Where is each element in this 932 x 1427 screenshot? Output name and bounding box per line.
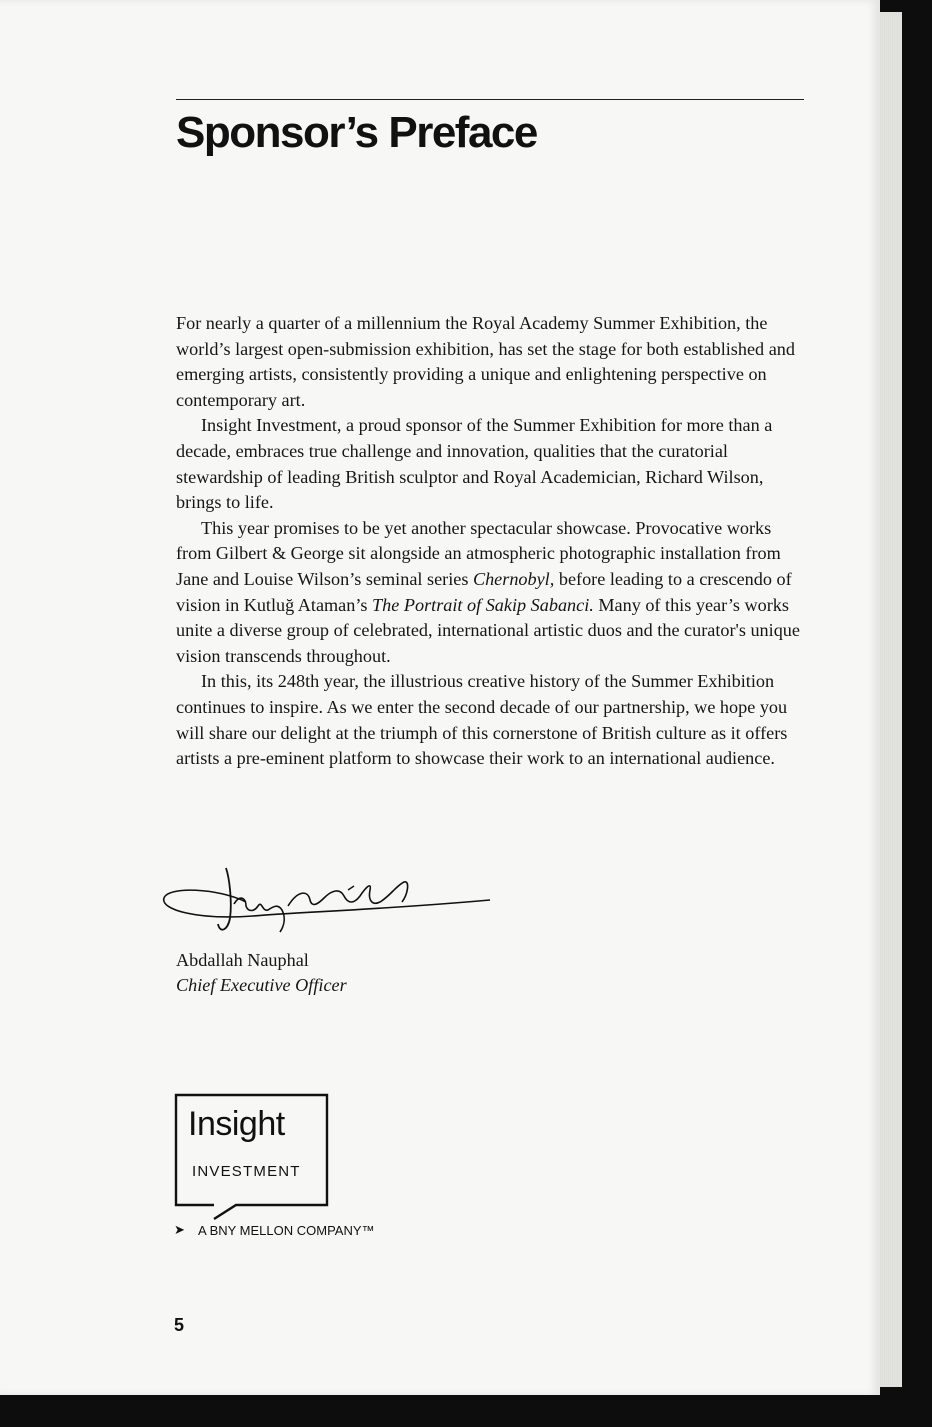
paragraph <box>176 669 808 771</box>
paragraph <box>176 516 808 670</box>
text-segment: Insight Investment, a proud sponsor of the Summer Exhibition for more than a decade, embraces true challenge and innovation, qualities that the curatorial stewardship of leading British sculptor and Royal Academician, Richard Wilson, brings to life. <box>176 415 773 513</box>
signer-title: Chief Executive Officer <box>176 975 347 995</box>
logo-tagline: A BNY MELLON COMPANY™ <box>198 1223 375 1238</box>
text-segment: This year promises to be yet another spectacular showcase. Provocative works from Gilbert & George sit alongside an atmospheric photographic installation from Jane and Louise Wilson’s seminal series <box>176 517 781 589</box>
italic-text: Chernobyl, <box>472 568 555 589</box>
header-rule <box>176 99 804 100</box>
arrow-right-icon: ➤ <box>174 1223 185 1238</box>
logo-word: Insight <box>188 1105 285 1143</box>
italic-text: The Portrait of Sakip Sabanci. <box>372 594 594 615</box>
paragraph <box>176 413 808 515</box>
logo-sub: INVESTMENT <box>192 1163 301 1180</box>
page-title: Sponsor’s Preface <box>176 108 537 157</box>
signature-icon <box>158 860 494 940</box>
text-segment: before leading to a crescendo of vision in Kutluğ Ataman’s <box>176 568 792 615</box>
body-text <box>176 311 808 772</box>
paragraph <box>176 311 808 413</box>
signer-name: Abdallah Nauphal <box>176 950 309 970</box>
text-segment: In this, its 248th year, the illustrious creative history of the Summer Exhibition continues to inspire. As we enter the second decade of our partnership, we hope you will share our delight at the triumph of this cornerstone of British culture as it offers artists a pre-eminent platform to showcase their work to an international audience. <box>176 671 788 769</box>
page-edge <box>880 12 902 1387</box>
text-segment: Many of this year’s works unite a diverse group of celebrated, international artistic duos and the curator's unique vision transcends throughout. <box>176 594 800 666</box>
page-number: 5 <box>174 1315 185 1335</box>
text-segment: For nearly a quarter of a millennium the Royal Academy Summer Exhibition, the world’s largest open-submission exhibition, has set the stage for both established and emerging artists, consistently providing a unique and enlightening perspective on contemporary art. <box>176 313 795 410</box>
insight-investment-logo <box>174 1093 404 1243</box>
